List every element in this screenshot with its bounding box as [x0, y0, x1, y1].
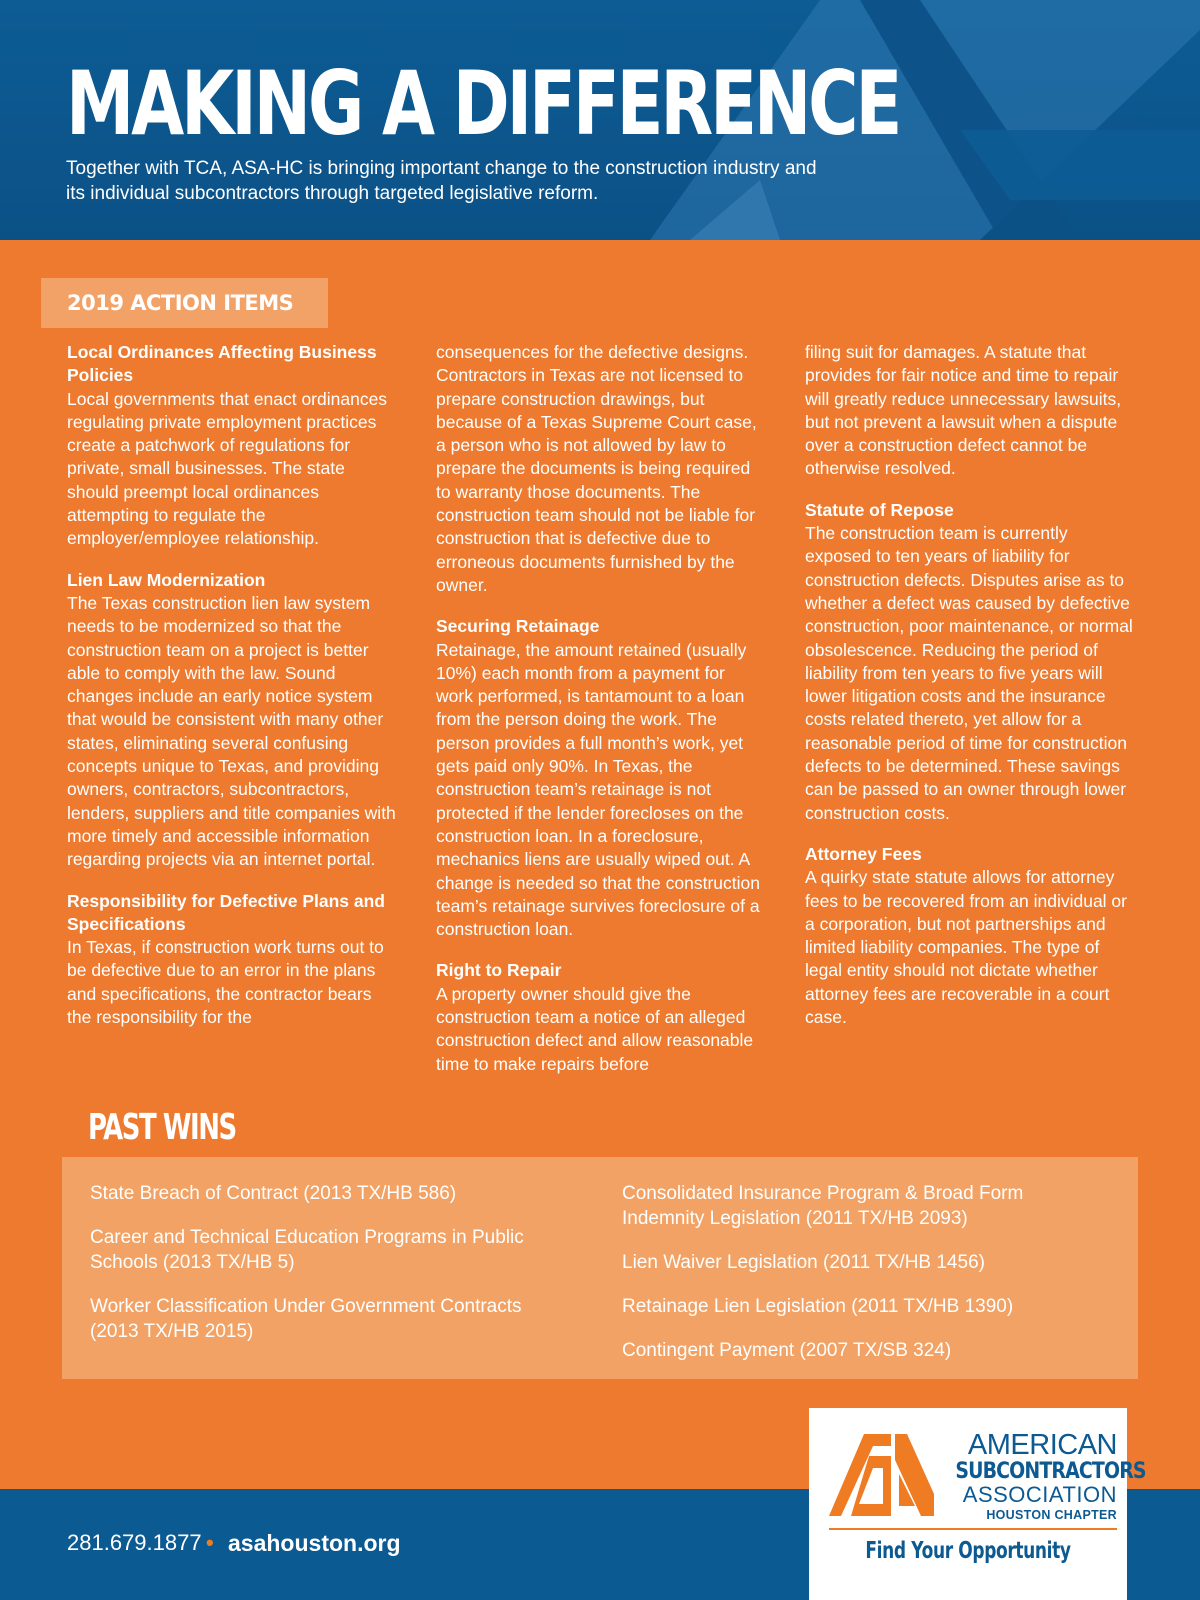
logo-line-american: AMERICAN — [967, 1429, 1117, 1461]
action-items-label: 2019 ACTION ITEMS — [41, 278, 328, 328]
past-wins-box — [62, 1157, 1138, 1379]
logo-line-subcontractors: SUBCONTRACTORS — [955, 1459, 1146, 1484]
body-securing-retainage: Retainage, the amount retained (usually 10%) each month from a payment for work performed, is tantamount to a loan from the person doing the work. The person provides a full month’s work, yet gets paid only 90%. In Texas, the construction team’s retainage is not protected if the lender forecloses on the construction loan. In a foreclosure, mechanics liens are usually wiped out. A change is needed so that the construction team’s retainage survives foreclosure of a construction loan. — [436, 639, 760, 940]
heading-lien-law: Lien Law Modernization — [67, 569, 266, 590]
body-right-to-repair: A property owner should give the construction team a notice of an alleged construction defect and allow reasonable time to make repairs before — [436, 983, 754, 1074]
logo — [809, 1408, 1146, 1600]
column-3 — [805, 341, 1135, 1047]
past-wins-right-column — [622, 1181, 1092, 1382]
phone-number: 281.679.1877 — [67, 1530, 202, 1555]
body-defective-plans: In Texas, if construction work turns out to be defective due to an error in the plans and specifications, the contractor bears the responsibility for the — [67, 937, 384, 1028]
logo-line-association: ASSOCIATION — [962, 1482, 1117, 1507]
page-subtitle: Together with TCA, ASA-HC is bringing important change to the construction industry and its individual subcontractors through targeted legislative reform. — [66, 158, 817, 204]
header-banner — [0, 0, 1200, 240]
body-attorney-fees: A quirky state statute allows for attorney fees to be recovered from an individual or a corporation, but not partnerships and limited liability companies. The type of legal entity should not dictate whether attorney fees are recoverable in a court case. — [805, 867, 1127, 1028]
logo-line-houston-chapter: HOUSTON CHAPTER — [986, 1508, 1117, 1522]
win-item: State Breach of Contract (2013 TX/HB 586) — [90, 1183, 457, 1204]
body-local-ordinances: Local governments that enact ordinances regulating private employment practices create a patchwork of regulations for private, small businesses. The state should preempt local ordinances attempting to regulate the employer/employee relationship. — [67, 388, 388, 549]
heading-local-ordinances: Local Ordinances Affecting Business Policies — [67, 342, 377, 386]
past-wins-left-column — [90, 1181, 560, 1363]
past-wins-title: PAST WINS — [88, 1107, 236, 1148]
heading-defective-plans: Responsibility for Defective Plans and Specifications — [67, 890, 385, 934]
separator-dot: • — [206, 1530, 214, 1555]
column-1 — [67, 341, 397, 1047]
logo-tagline: Find Your Opportunity — [865, 1538, 1071, 1564]
website-link[interactable]: asahouston.org — [228, 1530, 401, 1556]
heading-right-to-repair: Right to Repair — [436, 960, 562, 981]
logo-wordmark — [929, 1429, 1146, 1524]
body-lien-law: The Texas construction lien law system needs to be modernized so that the construction team on a project is better able to comply with the law. Sound changes include an early notice system that would be consistent with many other states, eliminating several confusing concepts unique to Texas, and providing owners, contractors, subcontractors, lenders, suppliers and title companies with more timely and accessible information regarding projects via an internet portal. — [67, 592, 396, 870]
asa-logo-icon — [829, 1434, 934, 1524]
logo-divider — [829, 1528, 1117, 1530]
page-title: MAKING A DIFFERENCE — [66, 52, 900, 155]
win-item: Retainage Lien Legislation (2011 TX/HB 1390) — [622, 1296, 1014, 1317]
body-right-to-repair-continued: filing suit for damages. A statute that provides for fair notice and time to repair will greatly reduce unnecessary lawsuits, but not prevent a lawsuit when a dispute over a construction defect cannot be otherwise resolved. — [805, 342, 1122, 479]
body-defective-plans-continued: consequences for the defective designs. Contractors in Texas are not licensed to prepare construction drawings, but because of a Texas Supreme Court case, a person who is not allowed by law to prepare the documents is being required to warranty those documents. The construction team should not be liable for construction that is defective due to erroneous documents furnished by the owner. — [436, 342, 757, 595]
body-statute-of-repose: The construction team is currently exposed to ten years of liability for construction defects. Disputes arise as to whether a defect was caused by defective construction, poor maintenance, or normal obsolescence. Reducing the period of liability from ten years to five years will lower litigation costs and the insurance costs related thereto, yet allow for a reasonable period of time for construction defects to be determined. These savings can be passed to an owner through lower construction costs. — [805, 523, 1133, 823]
heading-statute-of-repose: Statute of Repose — [805, 499, 954, 520]
win-item: Career and Technical Education Programs in Public Schools (2013 TX/HB 5) — [90, 1227, 524, 1273]
heading-securing-retainage: Securing Retainage — [436, 616, 600, 637]
win-item: Lien Waiver Legislation (2011 TX/HB 1456) — [622, 1252, 985, 1273]
heading-attorney-fees: Attorney Fees — [805, 843, 922, 864]
win-item: Consolidated Insurance Program & Broad Form Indemnity Legislation (2011 TX/HB 2093) — [622, 1183, 1024, 1229]
win-item: Worker Classification Under Government Contracts (2013 TX/HB 2015) — [90, 1296, 522, 1342]
column-2 — [436, 341, 766, 1094]
win-item: Contingent Payment (2007 TX/SB 324) — [622, 1340, 952, 1361]
